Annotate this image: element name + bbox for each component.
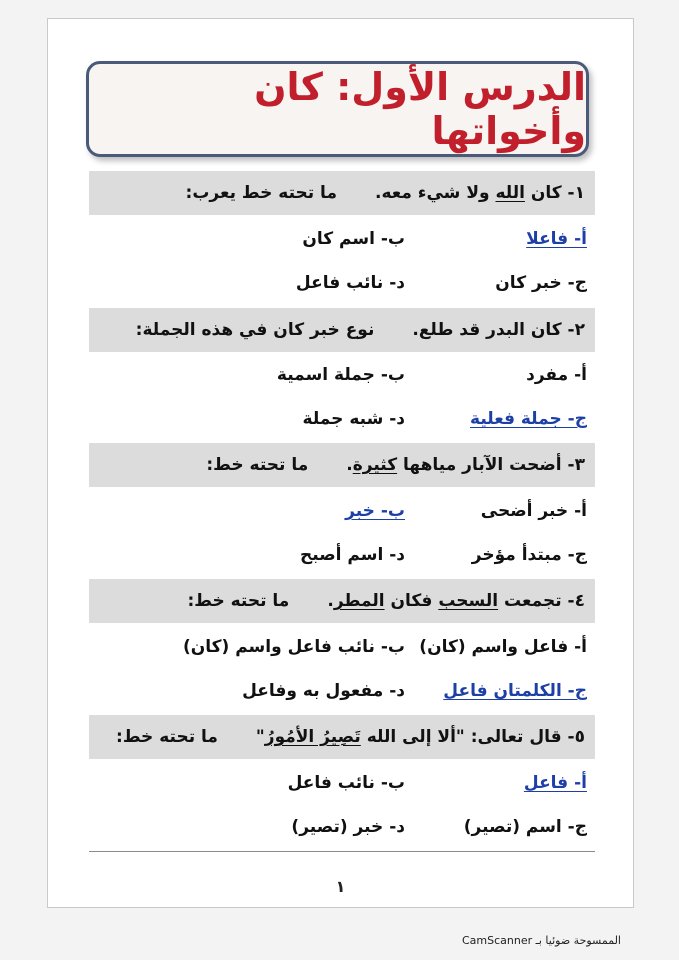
- question-2-options-row-1: [89, 353, 595, 397]
- option-b: ب- خبر: [345, 501, 405, 521]
- question-1-options-row-1: [89, 217, 595, 261]
- page-title: الدرس الأول: كان وأخواتها: [254, 65, 586, 153]
- page-number: ١: [335, 877, 346, 896]
- worksheet-page: [47, 18, 634, 908]
- question-5-instruction: ما تحته خط:: [116, 727, 218, 747]
- option-b: ب- اسم كان: [302, 229, 405, 249]
- option-a: أ- مفرد: [526, 365, 587, 385]
- question-2-options-row-2: [89, 397, 595, 441]
- question-3: [89, 443, 595, 487]
- question-4: [89, 579, 595, 623]
- option-d: د- خبر (تصير): [291, 817, 405, 837]
- option-b: ب- جملة اسمية: [276, 365, 405, 385]
- option-d: د- شبه جملة: [302, 409, 405, 429]
- question-3-options-row-1: [89, 489, 595, 533]
- option-c: ج- خبر كان: [495, 273, 587, 293]
- question-3-stem: ٣- أضحت الآبار مياهها كثيرة.: [346, 455, 585, 475]
- question-3-options-row-2: [89, 533, 595, 577]
- option-a: أ- فاعل واسم (كان): [419, 637, 587, 657]
- bottom-divider: [89, 851, 595, 852]
- question-1-instruction: ما تحته خط يعرب:: [185, 183, 337, 203]
- question-5: [89, 715, 595, 759]
- option-c: ج- مبتدأ مؤخر: [471, 545, 587, 565]
- option-b: ب- نائب فاعل: [287, 773, 405, 793]
- question-2-instruction: نوع خبر كان في هذه الجملة:: [135, 320, 375, 340]
- title-box: [86, 61, 589, 157]
- question-4-instruction: ما تحته خط:: [187, 591, 290, 611]
- question-4-options-row-1: [89, 625, 595, 669]
- question-4-options-row-2: [89, 669, 595, 713]
- option-a: أ- فاعل: [523, 773, 587, 793]
- question-5-options-row-1: [89, 761, 595, 805]
- question-1: [89, 171, 595, 215]
- option-c: ج- اسم (تصير): [463, 817, 587, 837]
- option-b: ب- نائب فاعل واسم (كان): [182, 637, 405, 657]
- question-1-options-row-2: [89, 261, 595, 305]
- question-4-stem: ٤- تجمعت السحب فكان المطر.: [327, 591, 585, 611]
- scanner-watermark: الممسوحة ضوئيا بـ CamScanner: [461, 934, 621, 947]
- question-5-options-row-2: [89, 805, 595, 849]
- option-a: أ- فاعلا: [526, 229, 587, 249]
- question-2-stem: ٢- كان البدر قد طلع.: [412, 320, 585, 340]
- question-1-stem: ١- كان الله ولا شيء معه.: [374, 183, 585, 203]
- option-a: أ- خبر أضحى: [480, 501, 587, 521]
- option-d: د- نائب فاعل: [295, 273, 405, 293]
- option-d: د- اسم أصبح: [300, 545, 405, 565]
- option-c: ج- جملة فعلية: [470, 409, 587, 429]
- question-2: [89, 308, 595, 352]
- option-c: ج- الكلمتان فاعل: [443, 681, 587, 701]
- option-d: د- مفعول به وفاعل: [242, 681, 405, 701]
- question-3-instruction: ما تحته خط:: [206, 455, 309, 475]
- question-5-stem: ٥- قال تعالى: "ألا إلى الله تَصِيرُ الأمُورُ": [255, 727, 585, 747]
